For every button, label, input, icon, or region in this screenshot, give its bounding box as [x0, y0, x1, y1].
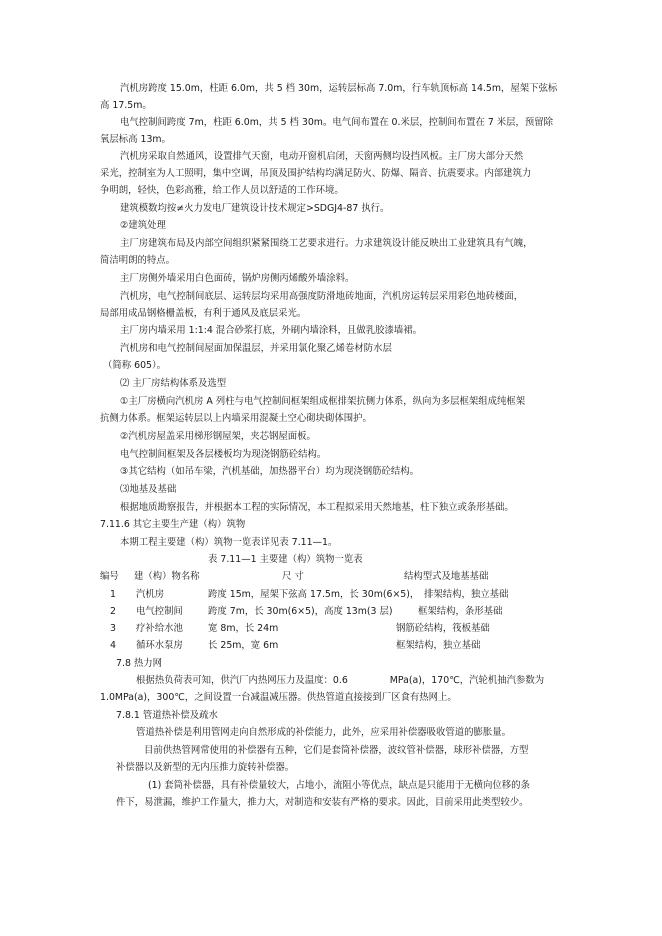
table-cell: 跨度 7m，长 30m(6×5)，高度 13m(3 层)	[208, 606, 393, 617]
section-heading: ⑶地基及基础	[120, 484, 177, 495]
paragraph-line: 局部用成品钢格栅盖板，有利于通风及底层采光。	[100, 308, 307, 319]
table-cell: 2	[110, 606, 116, 617]
table-cell: 汽机房	[136, 589, 165, 600]
table-header-cell: 结构型式及地基基础	[404, 571, 489, 582]
table-cell: 电气控制间	[136, 606, 183, 617]
paragraph-line: 电气控制间框架及各层楼板均为现浇钢筋砼结构。	[120, 449, 327, 460]
table-cell: 框架结构，独立基础	[396, 640, 481, 651]
paragraph-line: ②汽机房屋盖采用梯形钢屋架，夹芯钢屋面板。	[120, 431, 316, 442]
section-heading: 7.8 热力网	[116, 658, 163, 669]
text-run: 根据热负荷表可知，供汽厂内热网压力及温度：0.6	[136, 675, 348, 686]
table-cell: 框架结构，条形基础	[418, 606, 503, 617]
paragraph-line: 汽机房，电气控制间底层、运转层均采用高强度防滑地砖地面，汽机房运转层采用彩色地砖楼面，	[120, 291, 524, 302]
table-cell: 长 25m，宽 6m	[208, 640, 279, 651]
table-header-cell: 编号	[100, 571, 119, 582]
paragraph-line: 抗侧力体系。框架运转层以上内墙采用混凝土空心砌块砌体围护。	[100, 413, 372, 424]
section-heading: 7.8.1 管道热补偿及疏水	[116, 710, 218, 721]
paragraph-line: 汽机房和电气控制间屋面加保温层，并采用氯化聚乙烯卷材防水层	[120, 343, 392, 354]
paragraph-line: 主厂房内墙采用 1:1:4 混合砂浆打底，外刷内墙涂料，且做乳胶漆墙裙。	[120, 325, 423, 336]
paragraph-line: 汽机房跨度 15.0m，柱距 6.0m，共 5 档 30m，运转层标高 7.0m，行车轨顶标高 14.5m，屋架下弦标	[120, 83, 558, 94]
paragraph-line: 电气控制间跨度 7m，柱距 6.0m，共 5 档 30m。电气间布置在 0.米层，控制间布置在 7 米层，预留除	[120, 117, 554, 128]
section-heading: 7.11.6 其它主要生产建（构）筑物	[100, 519, 246, 530]
table-cell: 宽 8m，长 24m	[208, 623, 279, 634]
table-cell: 循环水泵房	[136, 640, 183, 651]
paragraph-line: 建筑模数均按≠火力发电厂建筑设计技术规定>SDGJ4-87 执行。	[120, 203, 390, 214]
paragraph-line: 根据地质勘察报告，并根据本工程的实际情况，本工程拟采用天然地基，柱下独立或条形基础。	[120, 502, 514, 513]
paragraph-line: 本期工程主要建（构）筑物一览表详见表 7.11—1。	[120, 537, 338, 548]
paragraph-line: 补偿器以及新型的无内压推力旋转补偿器。	[116, 762, 295, 773]
table-cell: 1	[110, 589, 116, 600]
paragraph-line	[136, 675, 544, 687]
paragraph-line: 1.0MPa(a)，300℃，之间设置一台减温减压器。供热管道直接接到厂区食有热网上。	[100, 692, 457, 703]
paragraph-line: ③其它结构（如吊车梁，汽机基础，加热器平台）均为现浇钢筋砼结构。	[120, 466, 420, 477]
table-cell: 4	[110, 640, 116, 651]
table-cell: 跨度 15m，屋架下弦高 17.5m，长 30m(6×5)，	[208, 589, 420, 600]
paragraph-line: 主厂房建筑布局及内部空间组织紧紧围绕工艺要求进行。力求建筑设计能反映出工业建筑具有气魄，	[120, 238, 533, 249]
paragraph-line: (1) 套筒补偿器，具有补偿量较大，占地小，流阻小等优点，缺点是只能用于无横向位移的条	[148, 780, 530, 791]
paragraph-line: 管道热补偿是利用管网走向自然形成的补偿能力，此外，应采用补偿器吸收管道的膨胀量。	[136, 727, 512, 738]
paragraph-line: 氧层标高 13m。	[100, 134, 171, 145]
table-cell: 3	[110, 623, 116, 634]
paragraph-line: 汽机房采取自然通风，设置排气天窗，电动开窗机启闭，天窗两侧均设挡风板。主厂房大部分天然	[120, 151, 524, 162]
paragraph-line: 争明朗，轻快，色彩高雅，给工作人员以舒适的工作环境。	[100, 185, 344, 196]
paragraph-line: 件下，易泄漏，维护工作量大，推力大，对制造和安装有严格的要求。因此，目前采用此类型较少。	[116, 797, 529, 808]
section-heading: ②建筑处理	[120, 220, 166, 231]
text-run: MPa(a)，170℃，汽轮机抽汽参数为	[389, 675, 545, 686]
table-caption: 表 7.11—1 主要建（构）筑物一览表	[208, 554, 363, 565]
table-cell: 排架结构，独立基础	[424, 589, 509, 600]
paragraph-line: 高 17.5m。	[100, 100, 152, 111]
paragraph-line: 主厂房侧外墙采用白色面砖，锅炉房侧丙烯酸外墙涂料。	[120, 273, 355, 284]
paragraph-line: （简称 605）。	[103, 360, 167, 371]
paragraph-line: 目前供热管网常使用的补偿器有五种，它们是套筒补偿器，波纹管补偿器，球形补偿器，方型	[144, 745, 529, 756]
table-header-cell: 建（构）物名称	[134, 571, 200, 582]
table-header-cell: 尺 寸	[282, 571, 304, 582]
table-cell: 钢筋砼结构，筏板基础	[396, 623, 490, 634]
section-heading: ⑵ 主厂房结构体系及选型	[120, 378, 227, 389]
paragraph-line: ①主厂房横向汽机房 A 列柱与电气控制间框架组成框排架抗侧力体系，纵向为多层框架组成纯框架	[120, 396, 526, 407]
paragraph-line: 采光，控制室为人工照明，集中空调，吊顶及围护结构均满足防火、防爆、隔音、抗震要求。内部建筑力	[100, 168, 532, 179]
paragraph-line: 简洁明朗的特点。	[100, 255, 176, 266]
table-cell: 疗补给水池	[136, 623, 183, 634]
